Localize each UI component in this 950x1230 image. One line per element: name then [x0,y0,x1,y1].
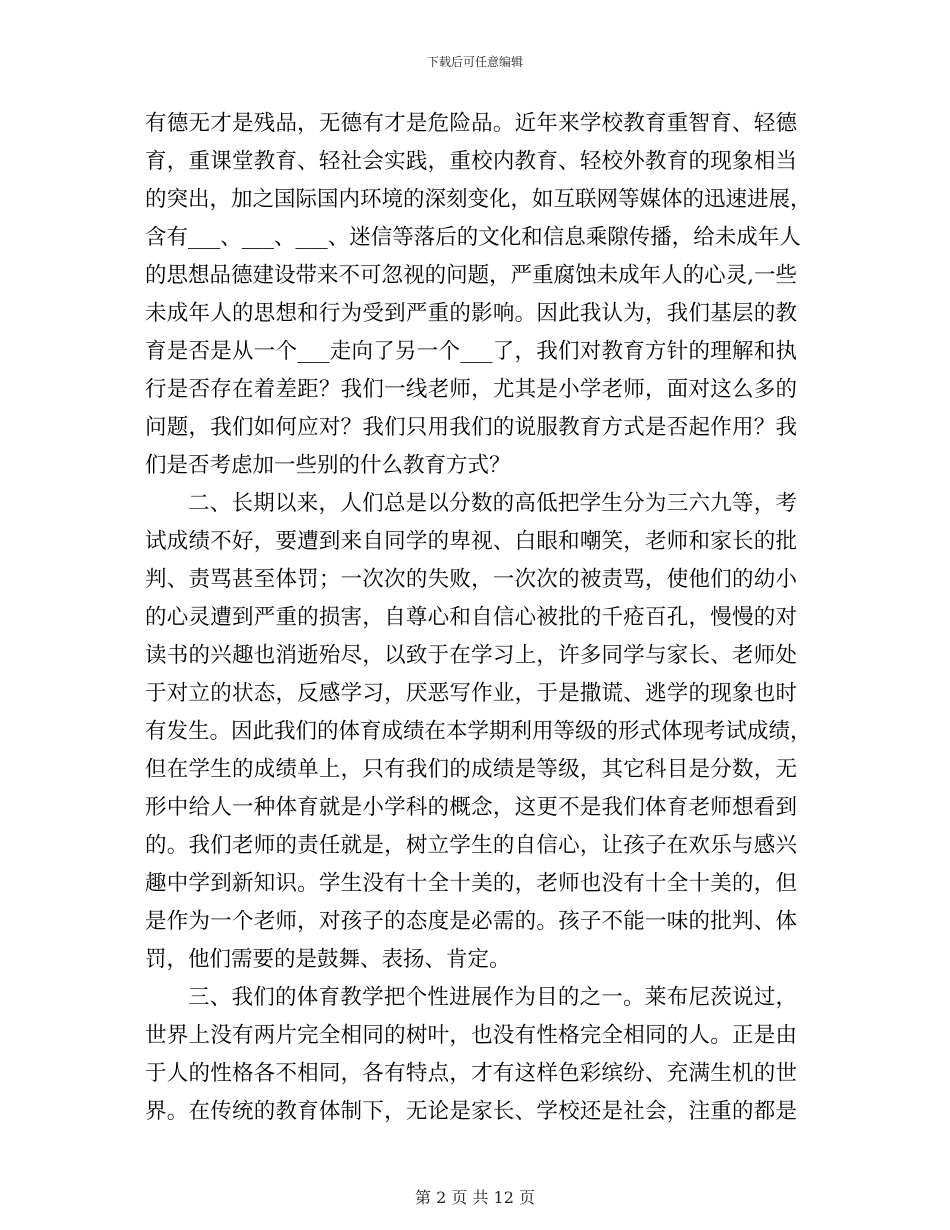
text-line: 行是否存在着差距？我们一线老师，尤其是小学老师，面对这么多的 [145,377,797,402]
text-line: 含有___、___、___、迷信等落后的文化和信息乘隙传播，给未成年人 [145,225,801,250]
page-header: 下载后可任意编辑 [426,55,523,69]
text-line: 世界上没有两片完全相同的树叶，也没有性格完全相同的人。正是由 [145,1023,797,1048]
text-line: 问题，我们如何应对？我们只用我们的说服教育方式是否起作用？我 [145,415,797,440]
text-line: 界。在传统的教育体制下，无论是家长、学校还是社会，注重的都是 [145,1099,797,1124]
paragraph-first-line: 二、长期以来，人们总是以分数的高低把学生分为三六九等，考 [188,491,797,516]
text-line: 们是否考虑加一些别的什么教育方式？ [145,453,511,478]
text-line: 是作为一个老师，对孩子的态度是必需的。孩子不能一味的批判、体 [145,909,797,934]
text-line: 有发生。因此我们的体育成绩在本学期利用等级的形式体现考试成绩， [145,719,812,744]
text-line: 的思想品德建设带来不可忽视的问题，严重腐蚀未成年人的心灵,一些 [145,263,797,288]
text-line: 育是否是从一个___走向了另一个___了，我们对教育方针的理解和执 [145,339,797,364]
text-line: 罚，他们需要的是鼓舞、表扬、肯定。 [145,947,511,972]
text-line: 但在学生的成绩单上，只有我们的成绩是等级，其它科目是分数，无 [145,757,797,782]
paragraph-first-line: 三、我们的体育教学把个性进展作为目的之一。莱布尼茨说过， [188,985,797,1010]
text-line: 的突出，加之国际国内环境的深刻变化，如互联网等媒体的迅速进展， [145,187,812,212]
text-line: 未成年人的思想和行为受到严重的影响。因此我认为，我们基层的教 [145,301,797,326]
page-number: 第 2 页 共 12 页 [415,1188,535,1207]
text-line: 有德无才是残品，无德有才是危险品。近年来学校教育重智育、轻德 [145,111,797,136]
text-line: 于人的性格各不相同，各有特点，才有这样色彩缤纷、充满生机的世 [145,1061,797,1086]
text-line: 试成绩不好，要遭到来自同学的卑视、白眼和嘲笑，老师和家长的批 [145,529,797,554]
text-line: 的心灵遭到严重的损害，自尊心和自信心被批的千疮百孔，慢慢的对 [145,605,797,630]
text-line: 的。我们老师的责任就是，树立学生的自信心，让孩子在欢乐与感兴 [145,833,797,858]
text-line: 读书的兴趣也消逝殆尽，以致于在学习上，许多同学与家长、老师处 [145,643,797,668]
text-line: 趣中学到新知识。学生没有十全十美的，老师也没有十全十美的，但 [145,871,797,896]
text-line: 形中给人一种体育就是小学科的概念，这更不是我们体育老师想看到 [145,795,797,820]
text-line: 判、责骂甚至体罚；一次次的失败，一次次的被责骂，使他们的幼小 [145,567,797,592]
text-line: 育，重课堂教育、轻社会实践，重校内教育、轻校外教育的现象相当 [145,149,797,174]
text-line: 于对立的状态，反感学习，厌恶写作业，于是撒谎、逃学的现象也时 [145,681,797,706]
